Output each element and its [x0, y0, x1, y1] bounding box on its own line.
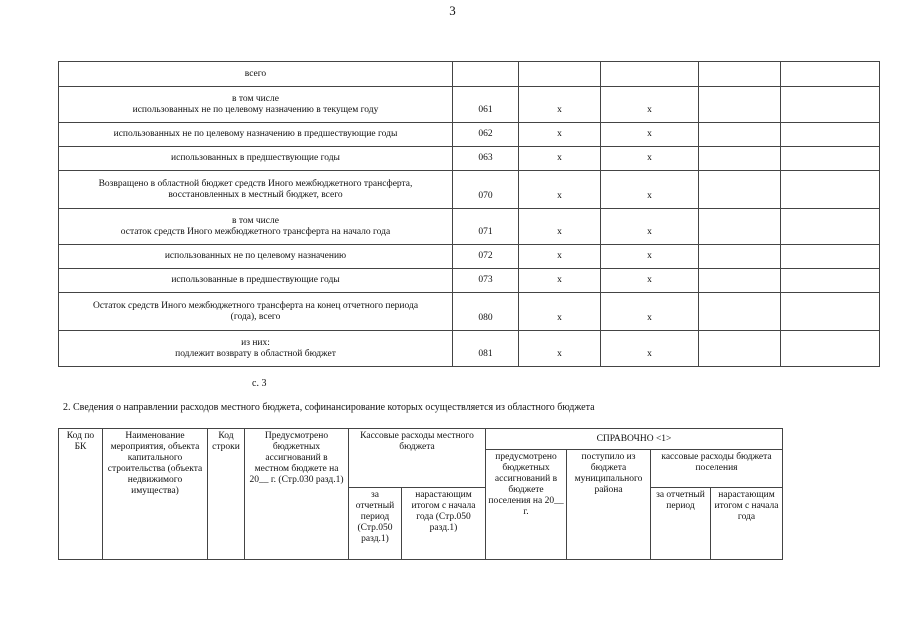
row-mark: x — [519, 209, 601, 245]
row-description-line: использованных в предшествующие годы — [171, 153, 340, 163]
row-code: 061 — [453, 87, 519, 123]
header-ref-planned: предусмотрено бюджетных ассигнований в бюджете поселения на 20__ г. — [486, 450, 567, 560]
row-mark — [519, 62, 601, 87]
header-ref-cash-cumulative: нарастающим итогом с начала года — [711, 488, 783, 560]
empty-cell — [781, 87, 880, 123]
row-code: 070 — [453, 171, 519, 209]
row-code: 073 — [453, 269, 519, 293]
row-mark: x — [519, 331, 601, 367]
row-mark: x — [601, 147, 699, 171]
empty-cell — [699, 123, 781, 147]
page-number: 3 — [449, 3, 456, 18]
budget-transfer-table — [58, 61, 880, 367]
table-row — [59, 147, 880, 171]
row-mark: x — [519, 171, 601, 209]
row-code: 072 — [453, 245, 519, 269]
row-mark: x — [601, 209, 699, 245]
table-row — [59, 245, 880, 269]
row-description-line: подлежит возврату в областной бюджет — [175, 348, 336, 359]
row-description — [59, 269, 453, 293]
row-code: 063 — [453, 147, 519, 171]
empty-cell — [699, 62, 781, 87]
header-cash-cumulative: нарастающим итогом с начала года (Стр.050 разд.1) — [402, 488, 486, 560]
row-description-line: остаток средств Иного межбюджетного трансферта на начало года — [120, 226, 391, 237]
empty-cell — [699, 209, 781, 245]
row-mark: x — [519, 147, 601, 171]
row-description-line: всего — [244, 68, 267, 79]
table-row — [59, 293, 880, 331]
row-mark: x — [519, 245, 601, 269]
table-row — [59, 123, 880, 147]
row-mark: x — [519, 87, 601, 123]
empty-cell — [781, 147, 880, 171]
row-mark: x — [601, 293, 699, 331]
row-mark: x — [519, 293, 601, 331]
header-reference: СПРАВОЧНО <1> — [486, 429, 783, 450]
row-mark: x — [601, 269, 699, 293]
row-description-line: использованные в предшествующие годы — [171, 275, 340, 285]
row-mark: x — [601, 171, 699, 209]
row-description-line: Остаток средств Иного межбюджетного трансферта на конец отчетного периода — [92, 300, 419, 311]
row-description — [59, 293, 453, 331]
header-planned: Предусмотрено бюджетных ассигнований в местном бюджете на 20__ г. (Стр.030 разд.1) — [245, 429, 349, 560]
row-code: 071 — [453, 209, 519, 245]
row-mark: x — [601, 245, 699, 269]
row-mark — [601, 62, 699, 87]
row-mark: x — [519, 123, 601, 147]
table-row — [59, 171, 880, 209]
header-ref-cash-period: за отчетный период — [651, 488, 711, 560]
table-row — [59, 87, 880, 123]
section-2-title: 2. Сведения о направлении расходов местного бюджета, софинансирование которых осуществляется из областного бюджета — [63, 402, 595, 413]
empty-cell — [699, 171, 781, 209]
row-description — [59, 123, 453, 147]
empty-cell — [699, 87, 781, 123]
row-description-line: в том числе — [232, 93, 279, 104]
row-description-line: восстановленных в местный бюджет, всего — [168, 189, 343, 200]
header-code-bk: Код по БК — [59, 429, 103, 560]
row-description — [59, 87, 453, 123]
row-description — [59, 245, 453, 269]
row-description — [59, 331, 453, 367]
empty-cell — [781, 171, 880, 209]
empty-cell — [699, 245, 781, 269]
row-code: 080 — [453, 293, 519, 331]
row-description-line: использованных не по целевому назначению в текущем году — [132, 104, 379, 115]
row-mark: x — [601, 87, 699, 123]
empty-cell — [699, 269, 781, 293]
table-row — [59, 62, 880, 87]
header-cash: Кассовые расходы местного бюджета — [349, 429, 486, 488]
row-mark: x — [601, 123, 699, 147]
empty-cell — [781, 245, 880, 269]
header-ref-cash: кассовые расходы бюджета поселения — [651, 450, 783, 488]
row-description — [59, 209, 453, 245]
row-description-line: в том числе — [232, 215, 279, 226]
row-description-line: (года), всего — [230, 311, 281, 322]
header-ref-received: поступило из бюджета муниципального района — [567, 450, 651, 560]
empty-cell — [781, 269, 880, 293]
row-mark: x — [519, 269, 601, 293]
row-code: 062 — [453, 123, 519, 147]
row-code: 081 — [453, 331, 519, 367]
row-description-line: Возвращено в областной бюджет средств Иного межбюджетного трансферта, — [98, 178, 413, 189]
page-reference: с. 3 — [252, 378, 267, 389]
header-cash-period: за отчетный период (Стр.050 разд.1) — [349, 488, 402, 560]
empty-cell — [781, 293, 880, 331]
row-description-line: использованных не по целевому назначению в предшествующие годы — [113, 129, 398, 139]
header-name: Наименование мероприятия, объекта капитального строительства (объекта недвижимого имущества) — [103, 429, 208, 560]
row-description — [59, 62, 453, 87]
empty-cell — [781, 123, 880, 147]
row-description — [59, 171, 453, 209]
table-row — [59, 331, 880, 367]
table-row — [59, 209, 880, 245]
empty-cell — [781, 331, 880, 367]
row-description-line: из них: — [241, 337, 270, 348]
row-description — [59, 147, 453, 171]
empty-cell — [781, 209, 880, 245]
empty-cell — [699, 147, 781, 171]
row-code — [453, 62, 519, 87]
empty-cell — [699, 293, 781, 331]
empty-cell — [781, 62, 880, 87]
empty-cell — [699, 331, 781, 367]
header-row-code: Код строки — [208, 429, 245, 560]
expenditure-table — [58, 428, 783, 560]
table-row — [59, 269, 880, 293]
row-mark: x — [601, 331, 699, 367]
row-description-line: использованных не по целевому назначению — [164, 251, 347, 261]
